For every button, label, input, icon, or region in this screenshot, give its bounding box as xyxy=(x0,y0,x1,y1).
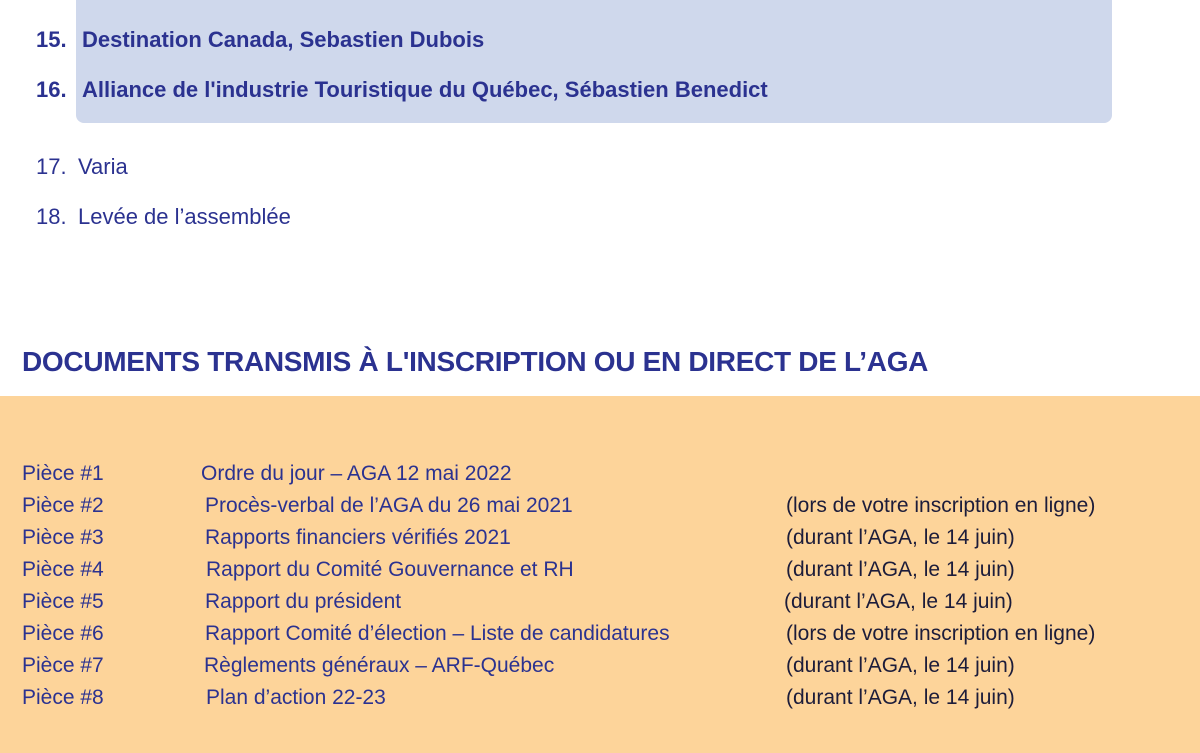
document-title: Rapport Comité d’élection – Liste de candidatures xyxy=(205,622,670,645)
agenda-item-number: 18. xyxy=(36,204,67,229)
document-title: Procès-verbal de l’AGA du 26 mai 2021 xyxy=(205,494,573,517)
document-row xyxy=(0,558,1200,590)
document-row xyxy=(0,590,1200,622)
document-piece: Pièce #6 xyxy=(22,622,104,645)
document-availability: (durant l’AGA, le 14 juin) xyxy=(786,558,1015,581)
agenda-item-text: Alliance de l'industrie Touristique du Québec, Sébastien Benedict xyxy=(82,77,768,102)
document-availability: (durant l’AGA, le 14 juin) xyxy=(786,654,1015,677)
document-row xyxy=(0,622,1200,654)
document-row xyxy=(0,494,1200,526)
agenda-item-text: Levée de l’assemblée xyxy=(78,204,291,229)
documents-panel xyxy=(0,396,1200,753)
agenda-item-number: 15. xyxy=(36,27,67,52)
agenda-item-18 xyxy=(36,204,291,230)
document-row xyxy=(0,526,1200,558)
document-title: Ordre du jour – AGA 12 mai 2022 xyxy=(201,462,512,485)
agenda-item-15 xyxy=(36,27,485,53)
document-title: Rapport du Comité Gouvernance et RH xyxy=(206,558,574,581)
document-availability: (lors de votre inscription en ligne) xyxy=(786,622,1096,645)
document-title: Rapport du président xyxy=(205,590,402,613)
agenda-item-number: 16. xyxy=(36,77,67,102)
document-row xyxy=(0,462,1200,494)
document-piece: Pièce #5 xyxy=(22,590,104,613)
document-title: Rapports financiers vérifiés 2021 xyxy=(205,526,511,549)
document-availability: (durant l’AGA, le 14 juin) xyxy=(786,686,1015,709)
document-piece: Pièce #3 xyxy=(22,526,104,549)
document-availability: (lors de votre inscription en ligne) xyxy=(786,494,1096,517)
document-piece: Pièce #1 xyxy=(22,462,104,485)
agenda-item-number: 17. xyxy=(36,154,67,179)
highlighted-agenda-box xyxy=(76,0,1112,123)
documents-section-title: DOCUMENTS TRANSMIS À L'INSCRIPTION OU EN DIRECT DE L’AGA xyxy=(22,346,929,377)
document-piece: Pièce #4 xyxy=(22,558,104,581)
document-row xyxy=(0,686,1200,718)
document-availability: (durant l’AGA, le 14 juin) xyxy=(786,526,1015,549)
document-row xyxy=(0,654,1200,686)
document-piece: Pièce #7 xyxy=(22,654,104,677)
document-title: Plan d’action 22-23 xyxy=(206,686,386,709)
document-piece: Pièce #8 xyxy=(22,686,104,709)
document-availability: (durant l’AGA, le 14 juin) xyxy=(784,590,1013,613)
agenda-item-text: Destination Canada, Sebastien Dubois xyxy=(82,27,485,52)
agenda-item-17 xyxy=(36,154,128,180)
document-title: Règlements généraux – ARF-Québec xyxy=(204,654,555,677)
agenda-item-text: Varia xyxy=(78,154,128,179)
agenda-item-16 xyxy=(36,77,768,103)
document-piece: Pièce #2 xyxy=(22,494,104,517)
